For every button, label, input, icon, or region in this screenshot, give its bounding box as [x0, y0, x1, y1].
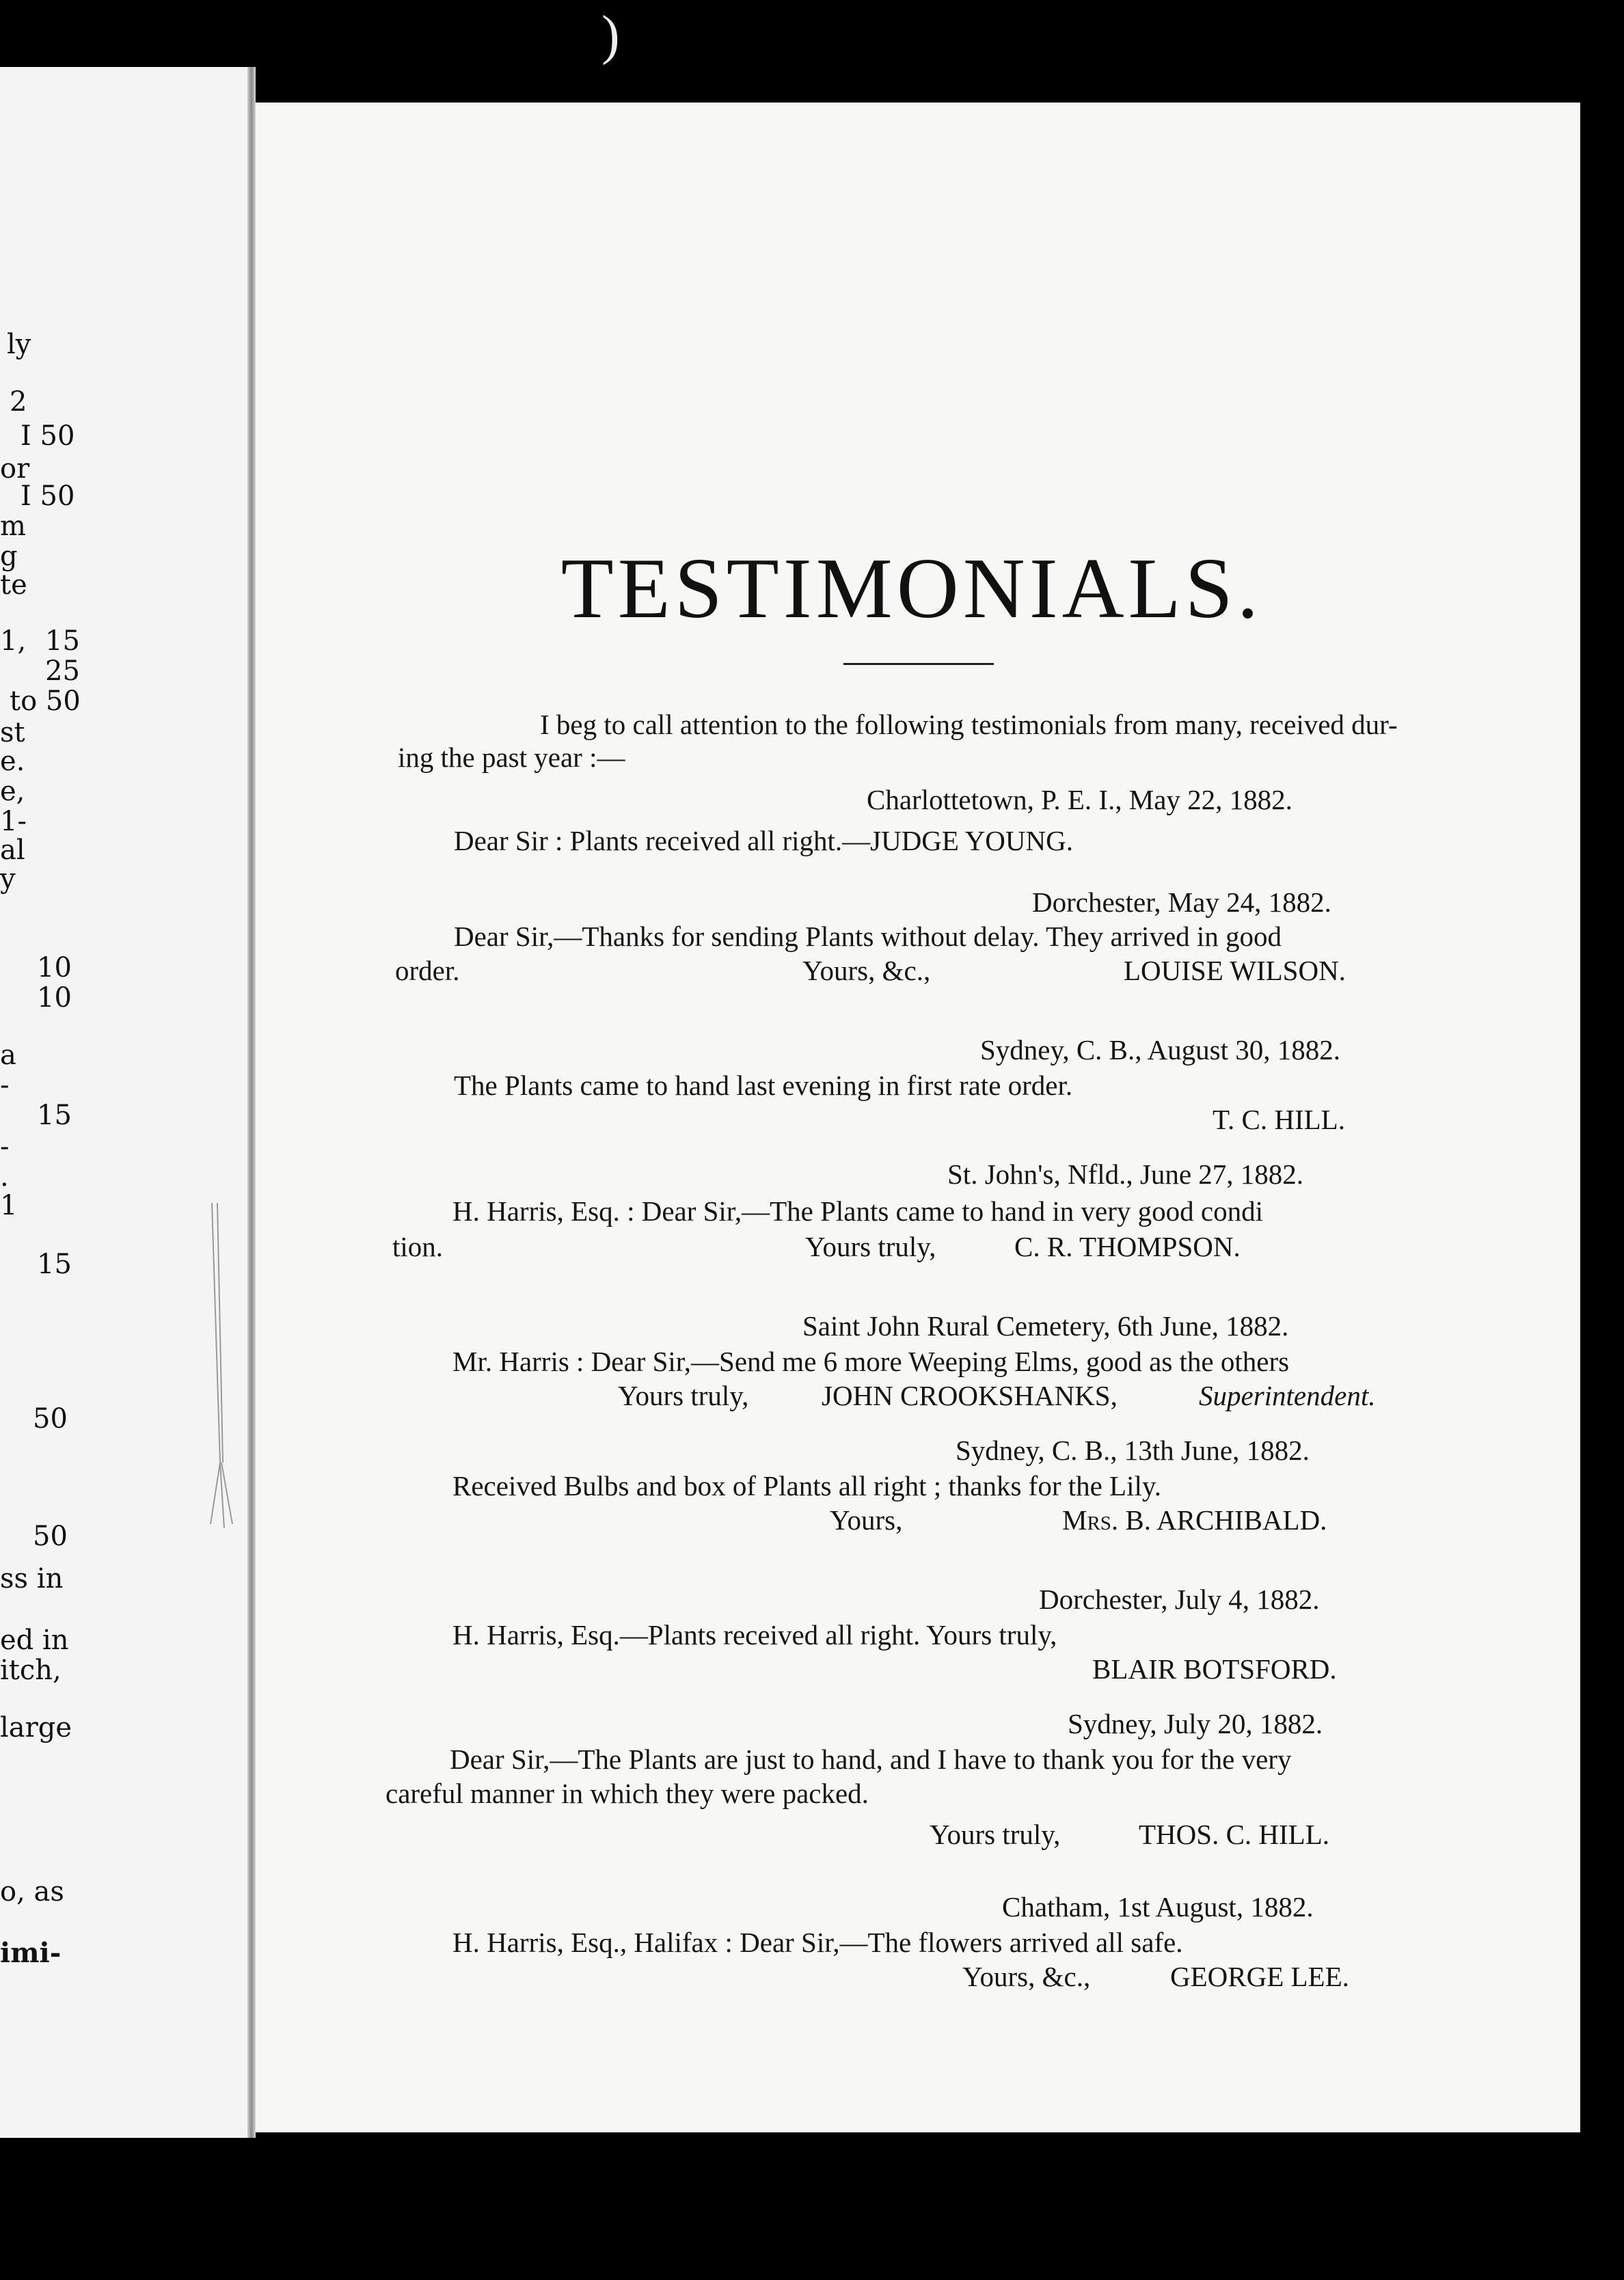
left-fragment: 2 — [10, 386, 27, 418]
signature: LOUISE WILSON. — [1124, 955, 1346, 986]
testimonial-body: Received Bulbs and box of Plants all right ; thanks for the Lily. — [452, 1470, 1161, 1502]
closing: Yours, &c., — [962, 1961, 1091, 1992]
testimonial-body: H. Harris, Esq.—Plants received all right. Yours truly, — [452, 1619, 1057, 1651]
place-date: Sydney, July 20, 1882. — [1068, 1708, 1323, 1739]
left-fragment: 15 — [37, 1100, 72, 1131]
left-fragment: 1- — [0, 806, 27, 837]
place-date: Dorchester, July 4, 1882. — [1039, 1584, 1320, 1615]
place-date: Saint John Rural Cemetery, 6th June, 1882. — [802, 1310, 1289, 1342]
left-fragment: 25 — [45, 655, 80, 687]
left-fragment: a — [0, 1040, 16, 1071]
signature: Mrs. B. ARCHIBALD. — [1062, 1504, 1327, 1536]
signature: BLAIR BOTSFORD. — [1092, 1653, 1337, 1685]
left-fragment: 15 — [45, 625, 80, 657]
place-date: Chatham, 1st August, 1882. — [1002, 1891, 1314, 1923]
left-fragment: 10 — [37, 952, 72, 983]
left-fragment: te — [0, 569, 27, 601]
left-fragment: g — [0, 541, 18, 572]
place-date: Dorchester, May 24, 1882. — [1032, 886, 1331, 918]
binding-gutter — [247, 67, 256, 2138]
left-fragment: I 50 — [21, 480, 75, 512]
left-fragment: 15 — [37, 1249, 72, 1280]
left-facing-page — [0, 67, 247, 2138]
place-date: St. John's, Nfld., June 27, 1882. — [947, 1158, 1304, 1190]
binding-thread — [205, 1203, 239, 1531]
signature: T. C. HILL. — [1213, 1104, 1345, 1135]
closing: Yours, &c., — [802, 955, 931, 986]
intro-line: ing the past year :— — [398, 742, 625, 773]
signature: THOS. C. HILL. — [1139, 1819, 1330, 1850]
left-fragment: or — [0, 453, 30, 485]
signature: GEORGE LEE. — [1170, 1961, 1349, 1992]
testimonial-body: tion. — [392, 1231, 444, 1262]
left-fragment: . — [0, 1161, 9, 1193]
left-fragment: ss in — [0, 1563, 64, 1594]
left-fragment: y — [0, 863, 16, 895]
left-fragment: - — [0, 1070, 10, 1101]
testimonial-body: Mr. Harris : Dear Sir,—Send me 6 more Weeping Elms, good as the others — [452, 1346, 1290, 1377]
testimonials-page — [256, 103, 1580, 2132]
left-fragment: 1, — [0, 625, 27, 657]
closing: Yours truly, — [805, 1231, 936, 1262]
left-fragment: e. — [0, 746, 25, 777]
testimonial-body: Dear Sir : Plants received all right.—JUDGE YOUNG. — [454, 825, 1073, 856]
left-fragment: 10 — [37, 982, 72, 1014]
closing: Yours truly, — [618, 1380, 749, 1411]
testimonial-body: H. Harris, Esq., Halifax : Dear Sir,—The flowers arrived all safe. — [452, 1927, 1183, 1958]
place-date: Charlottetown, P. E. I., May 22, 1882. — [867, 784, 1293, 815]
left-fragment: st — [0, 717, 25, 748]
left-fragment: large — [0, 1712, 72, 1743]
left-fragment: ly — [7, 329, 31, 360]
title-rule — [843, 663, 994, 665]
header-mark: ) — [601, 5, 620, 66]
testimonial-body: careful manner in which they were packed. — [385, 1778, 869, 1809]
testimonial-body: Dear Sir,—Thanks for sending Plants without delay. They arrived in good — [454, 921, 1282, 952]
testimonial-body: Dear Sir,—The Plants are just to hand, and I have to thank you for the very — [450, 1743, 1292, 1775]
signature: C. R. THOMPSON. — [1014, 1231, 1241, 1262]
closing: Yours, — [830, 1504, 903, 1536]
left-fragment: 1 — [0, 1190, 18, 1221]
page-title: TESTIMONIALS. — [560, 541, 1263, 636]
left-fragment: 50 — [33, 1403, 68, 1435]
testimonial-body: order. — [395, 955, 460, 986]
left-fragment: to 50 — [10, 686, 81, 717]
place-date: Sydney, C. B., 13th June, 1882. — [956, 1435, 1310, 1466]
testimonial-body: The Plants came to hand last evening in first rate order. — [454, 1070, 1073, 1101]
left-fragment: - — [0, 1131, 10, 1163]
left-fragment: I 50 — [21, 420, 75, 452]
left-fragment: m — [0, 511, 26, 542]
left-fragment: al — [0, 834, 25, 866]
closing: Yours truly, — [930, 1819, 1061, 1850]
left-fragment: 50 — [33, 1521, 68, 1552]
left-fragment: itch, — [0, 1655, 62, 1686]
left-fragment: ed in — [0, 1625, 69, 1656]
testimonial-body: H. Harris, Esq. : Dear Sir,—The Plants came to hand in very good condi — [452, 1195, 1263, 1227]
signature-title: Superintendent. — [1199, 1380, 1376, 1411]
signature: JOHN CROOKSHANKS, — [822, 1380, 1118, 1411]
left-fragment: imi- — [0, 1937, 62, 1969]
place-date: Sydney, C. B., August 30, 1882. — [980, 1034, 1340, 1066]
left-fragment: o, as — [0, 1876, 64, 1908]
intro-line: I beg to call attention to the following testimonials from many, received dur- — [540, 709, 1398, 740]
left-fragment: e, — [0, 776, 25, 807]
